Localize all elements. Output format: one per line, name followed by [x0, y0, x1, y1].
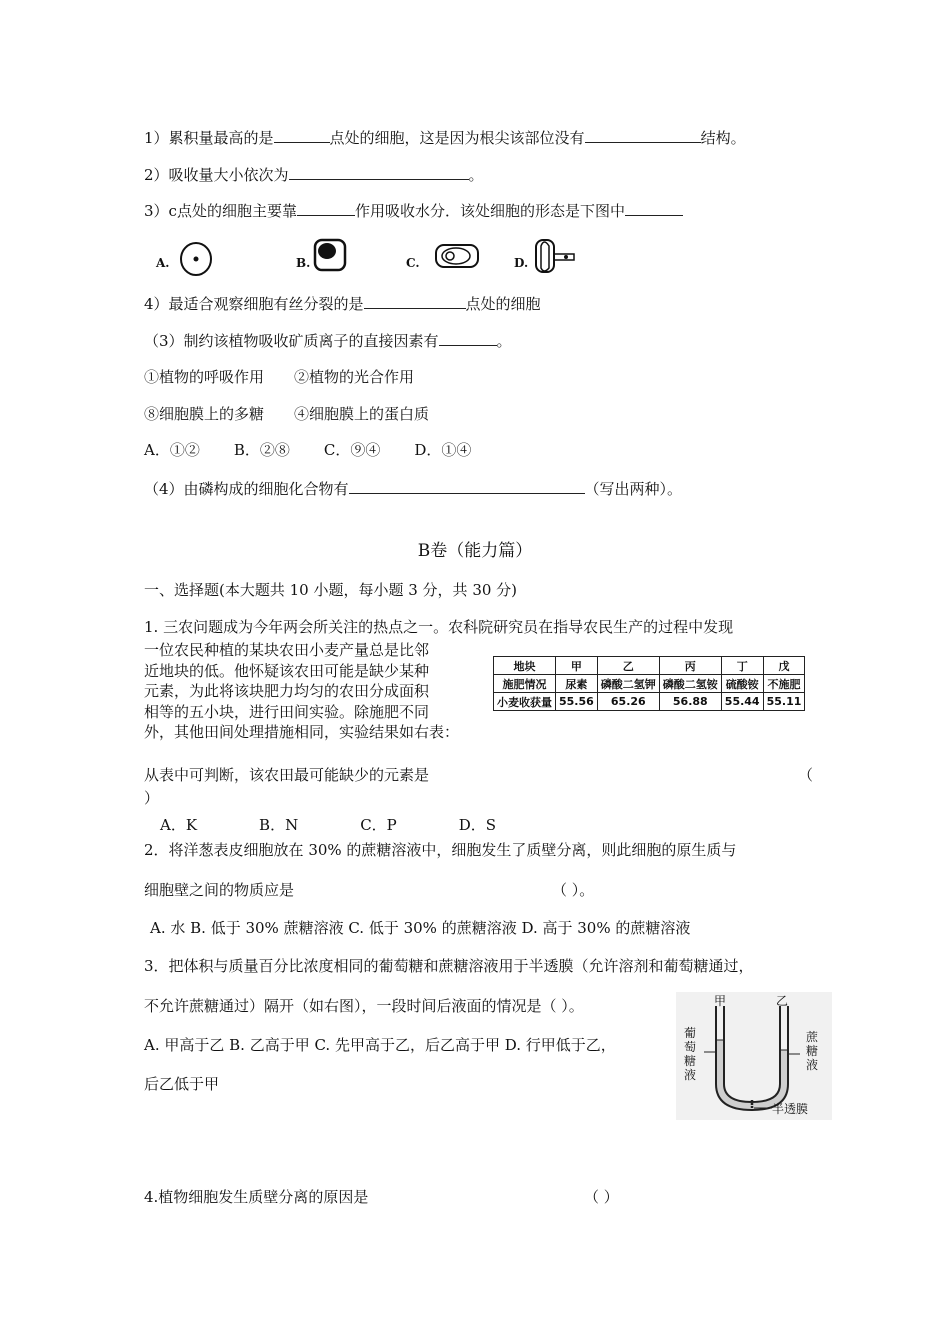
- cell-figure-a: A.: [156, 234, 226, 278]
- answer-blank[interactable]: [274, 128, 330, 143]
- cell-figure-d: D.: [514, 234, 594, 278]
- label-sucrose: 蔗糖液: [806, 1030, 819, 1072]
- cell-figure-c: C.: [406, 234, 486, 278]
- b3-line-2: 不允许蔗糖通过）隔开（如右图），一段时间后液面的情况是（ ）。: [144, 997, 584, 1015]
- option-b[interactable]: B．N: [259, 816, 299, 834]
- label-membrane: 半透膜: [772, 1102, 809, 1116]
- b3-line-1: 3．把体积与质量百分比浓度相同的葡萄糖和蔗糖溶液用于半透膜（允许溶剂和葡萄糖通过，: [144, 957, 754, 975]
- option-d[interactable]: D．①④: [414, 441, 472, 459]
- q3-items-row-1: ①植物的呼吸作用 ②植物的光合作用: [144, 368, 415, 386]
- option-a[interactable]: A．K: [160, 816, 198, 834]
- q2-line-1: 1）累积量最高的是 点处的细胞，这是因为根尖该部位没有 结构。: [144, 129, 746, 147]
- b1-paren-close: ）: [144, 789, 160, 807]
- b3-options-line-1[interactable]: A. 甲高于乙 B. 乙高于甲 C. 先甲高于乙，后乙高于甲 D. 行甲低于乙，: [144, 1036, 616, 1054]
- answer-blank[interactable]: [585, 128, 701, 143]
- b4-stem: 4.植物细胞发生质壁分离的原因是: [144, 1188, 369, 1206]
- b1-first-line: 1. 三农问题成为今年两会所关注的热点之一。农科院研究员在指导农民生产的过程中发现: [144, 618, 734, 636]
- cell-drawing-b: [312, 236, 352, 276]
- answer-blank[interactable]: [625, 201, 683, 216]
- b4-paren: （ ）: [584, 1188, 619, 1206]
- fertilizer-yield-table: [493, 656, 805, 711]
- b3-options-line-2[interactable]: 后乙低于甲: [144, 1075, 220, 1093]
- section-b-title: B卷（能力篇）: [417, 541, 533, 561]
- option-c[interactable]: C．⑨④: [323, 441, 381, 459]
- q4-stem: （4）由磷构成的细胞化合物有 （写出两种）。: [144, 480, 683, 498]
- label-yi: 乙: [776, 994, 789, 1008]
- b1-wrapped-text: 一位农民种植的某块农田小麦产量总是比邻 近地块的低。他怀疑该农田可能是缺少某种 元素，为此将该块肥力均匀的农田分成面积 相等的五小块，进行田间实验。除施肥不同 外，其他田间处理措施相同，实验结果如右表：: [144, 641, 460, 741]
- b2-line-1: 2．将洋葱表皮细胞放在 30% 的蔗糖溶液中，细胞发生了质壁分离，则此细胞的原生质与: [144, 841, 737, 859]
- label-jia: 甲: [714, 994, 727, 1008]
- answer-blank[interactable]: [297, 201, 355, 216]
- cell-figure-b: B.: [296, 234, 366, 278]
- b1-paren-open: （: [798, 766, 814, 784]
- answer-blank[interactable]: [439, 331, 497, 346]
- cell-drawing-c: [434, 242, 484, 272]
- q3-stem: （3）制约该植物吸收矿质离子的直接因素有 。: [144, 332, 512, 350]
- q2-line-4: 4）最适合观察细胞有丝分裂的是 点处的细胞: [144, 295, 541, 313]
- option-a[interactable]: A．①②: [144, 441, 200, 459]
- answer-blank[interactable]: [364, 294, 466, 309]
- section-b-heading: 一、选择题(本大题共 10 小题，每小题 3 分，共 30 分): [144, 581, 518, 599]
- option-b[interactable]: B．②⑧: [233, 441, 290, 459]
- table-row: 施肥情况 尿素 磷酸二氢钾 磷酸二氢铵 硫酸铵 不施肥: [494, 675, 805, 693]
- u-tube-figure: [676, 992, 832, 1120]
- q2-line-3: 3）c点处的细胞主要靠 作用吸收水分．该处细胞的形态是下图中: [144, 201, 683, 221]
- cell-drawing-a: [178, 238, 218, 278]
- table-row: 小麦收获量 55.56 65.26 56.88 55.44 55.11: [494, 693, 805, 711]
- q2-line-2: 2）吸收量大小依次为 。: [144, 166, 484, 184]
- b2-paren: （ ）。: [552, 881, 595, 899]
- cell-drawing-d: [532, 234, 592, 278]
- b1-options: [160, 815, 530, 835]
- table-row: 地块 甲 乙 丙 丁 戊: [494, 657, 805, 675]
- answer-blank[interactable]: [349, 479, 585, 494]
- label-glucose: 葡萄糖液: [684, 1026, 697, 1082]
- b2-options[interactable]: A. 水 B. 低于 30% 蔗糖溶液 C. 低于 30% 的蔗糖溶液 D. 高于 30% 的蔗糖溶液: [150, 919, 691, 937]
- q3-options: [144, 440, 505, 460]
- b2-line-2: 细胞壁之间的物质应是: [144, 881, 295, 899]
- q3-items-row-2: ⑧细胞膜上的多糖 ④细胞膜上的蛋白质: [144, 405, 430, 423]
- b1-last-line: 从表中可判断，该农田最可能缺少的元素是: [144, 766, 430, 784]
- option-d[interactable]: D．S: [458, 816, 497, 834]
- answer-blank[interactable]: [289, 165, 469, 180]
- option-c[interactable]: C．P: [360, 816, 397, 834]
